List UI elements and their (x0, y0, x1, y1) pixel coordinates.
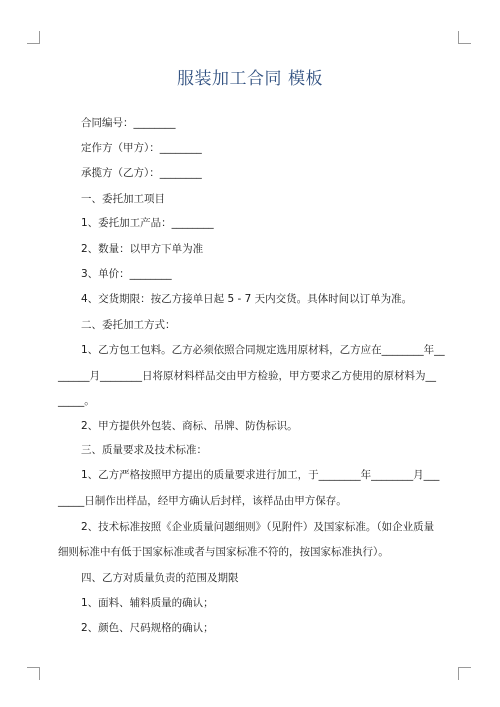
section-2-heading: 二、委托加工方式： (81, 319, 176, 331)
section-2-para-1-line-1: 1、乙方包工包料。乙方必须依照合同规定选用原材料，乙方应在________年__ (81, 344, 445, 356)
section-3-para-2-line-1: 2、技术标准按照《企业质量问题细则》（见附件）及国家标准。（如企业质量 (81, 521, 435, 533)
crop-mark-top-right (458, 31, 471, 44)
contract-number-line: 合同编号：________ (81, 117, 176, 129)
section-1-heading: 一、委托加工项目 (81, 193, 165, 205)
section-1-item-2: 2、数量：以甲方下单为准 (81, 243, 204, 255)
section-4-item-1: 1、面料、辅料质量的确认； (81, 597, 214, 609)
crop-mark-bottom-left (27, 667, 40, 680)
section-2-para-1-line-2: ______月________日将原材料样品交由甲方检验，甲方要求乙方使用的原材料为__ (58, 370, 436, 382)
section-1-item-3: 3、单价：________ (81, 268, 172, 280)
section-3-para-1-line-2: _____日制作出样品，经甲方确认后封样，该样品由甲方保存。 (58, 495, 347, 507)
section-3-para-2-line-2: 细则标准中有低于国家标准或者与国家标准不符的，按国家标准执行）。 (58, 546, 389, 558)
party-a-line: 定作方（甲方）：________ (81, 142, 202, 154)
section-1-item-4: 4、交货期限：按乙方接单日起 5 - 7 天内交货。具体时间以订单为准。 (81, 293, 413, 305)
section-1-item-1: 1、委托加工产品：________ (81, 217, 214, 229)
document-title: 服装加工合同 模板 (177, 69, 323, 89)
section-4-item-2: 2、颜色、尺码规格的确认； (81, 622, 214, 634)
section-2-para-2: 2、甲方提供外包装、商标、吊牌、防伪标识。 (81, 420, 298, 432)
section-2-para-1-line-3: _____。 (58, 395, 95, 407)
crop-mark-bottom-right (458, 667, 471, 680)
section-3-para-1-line-1: 1、乙方严格按照甲方提出的质量要求进行加工，于________年________月___ (81, 469, 440, 481)
section-3-heading: 三、质量要求及技术标准： (81, 444, 207, 456)
section-4-heading: 四、乙方对质量负责的范围及期限 (81, 572, 239, 584)
party-b-line: 承揽方（乙方）：________ (81, 167, 202, 179)
crop-mark-top-left (27, 31, 40, 44)
